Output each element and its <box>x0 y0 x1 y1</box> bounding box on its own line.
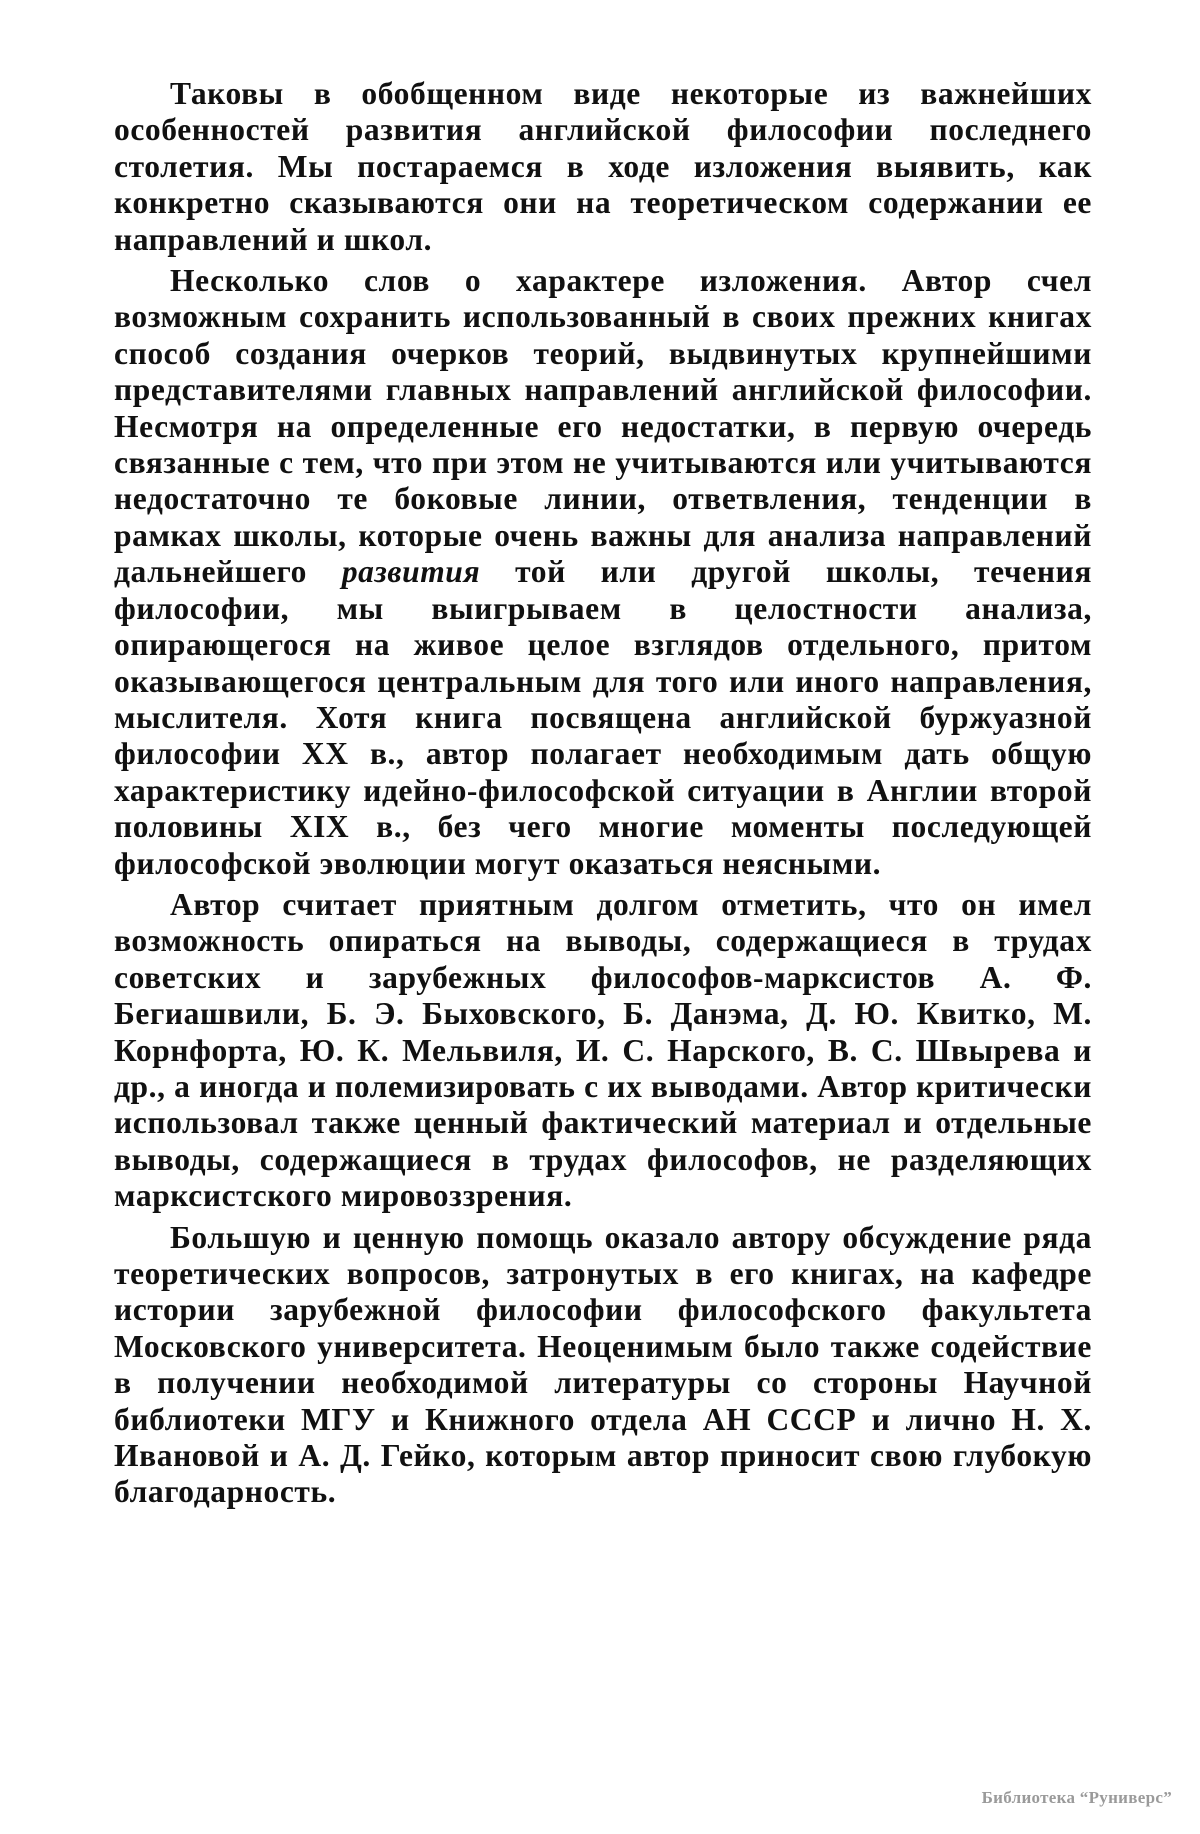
paragraph-1-text: Таковы в обобщенном виде некоторые из важнейших особенностей развития английской философии последнего столетия. Мы постараемся в ходе изложения выявить, как конкретно сказываются они на теоретическом содержании ее направлений и школ. <box>114 76 1092 257</box>
document-body <box>114 76 1092 1516</box>
library-watermark: Библиотека “Руниверс” <box>981 1788 1172 1807</box>
paragraph-2 <box>114 263 1092 882</box>
paragraph-4 <box>114 1220 1092 1511</box>
paragraph-3-text: Автор считает приятным долгом отметить, что он имел возможность опираться на выводы, содержащиеся в трудах советских и зарубежных философов-марксистов А. Ф. Бегиашвили, Б. Э. Быховского, Б. Данэма, Д. Ю. Квитко, М. Корнфорта, Ю. К. Мельвиля, И. С. Нарского, В. С. Швырева и др., а иногда и полемизировать с их выводами. Автор критически использовал также ценный фактический материал и отдельные выводы, содержащиеся в трудах философов, не разделяющих марксистского мировоззрения. <box>114 886 1092 1214</box>
paragraph-4-text: Большую и ценную помощь оказало автору обсуждение ряда теоретических вопросов, затронутых в его книгах, на кафедре истории зарубежной философии философского факультета Московского университета. Неоценимым было также содействие в получении необходимой литературы со стороны Научной библиотеки МГУ и Книжного отдела АН СССР и лично Н. Х. Ивановой и А. Д. Гейко, которым автор приносит свою глубокую благодарность. <box>114 1219 1092 1510</box>
paragraph-1 <box>114 76 1092 258</box>
paragraph-2-italic-word: развития <box>341 554 481 590</box>
paragraph-2-text-end: той или другой школы, течения философии, мы выигрываем в целостности анализа, опирающегося на живое целое взглядов отдельного, притом оказывающегося центральным для того или иного направления, мыслителя. Хотя книга посвящена английской буржуазной философии XX в., автор полагает необходимым дать общую характеристику идейно-философской ситуации в Англии второй половины XIX в., без чего многие моменты последующей философской эволюции могут оказаться неясными. <box>114 554 1092 881</box>
paragraph-3 <box>114 887 1092 1215</box>
paragraph-2-text-start: Несколько слов о характере изложения. Автор счел возможным сохранить использованный в своих прежних книгах способ создания очерков теорий, выдвинутых крупнейшими представителями главных направлений английской философии. Несмотря на определенные его недостатки, в первую очередь связанные с тем, что при этом не учитываются или учитываются недостаточно те боковые линии, ответвления, тенденции в рамках школы, которые очень важны для анализа направлений дальнейшего <box>114 263 1092 590</box>
